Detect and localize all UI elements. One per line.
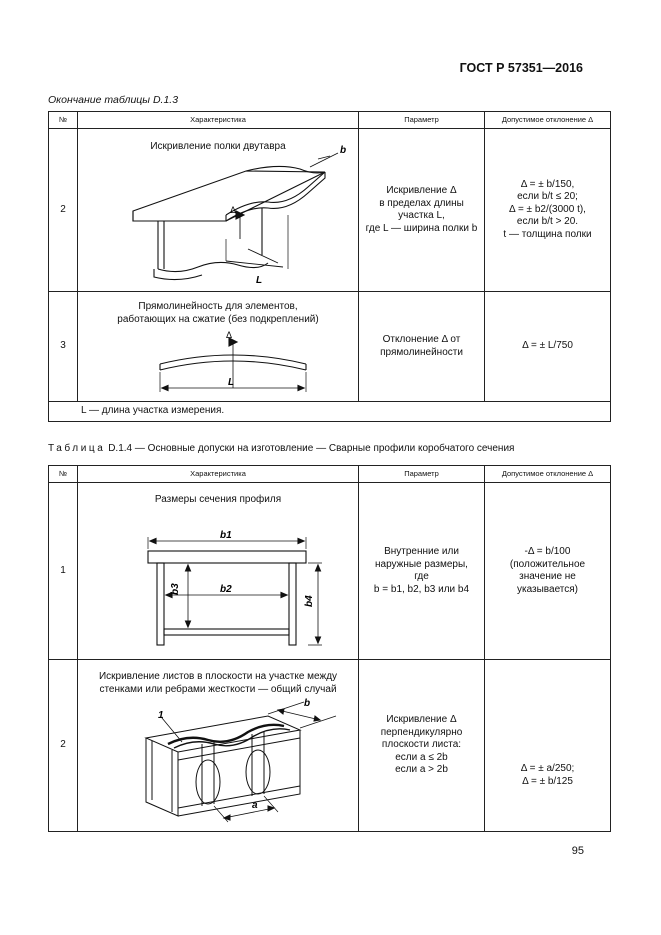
col-header-num: № [49, 466, 78, 483]
page-number: 95 [571, 845, 584, 857]
parameter-line: наружные размеры, [375, 558, 468, 570]
col-header-num: № [49, 112, 78, 129]
deviation-line: Δ = ± b/125 [522, 775, 573, 787]
parameter-line: если a > 2b [395, 764, 448, 776]
parameter-line: Отклонение Δ от [382, 334, 461, 345]
deviation-cell [485, 660, 611, 832]
deviation-cell [485, 292, 611, 402]
label-delta: Δ [226, 330, 233, 340]
label-a: a [252, 800, 258, 811]
deviation-line: значение не [519, 571, 576, 582]
box-section-drawing [78, 483, 359, 660]
label-b: b [340, 145, 347, 156]
label-L: L [256, 275, 263, 286]
table2-caption-text: D.1.4 — Основные допуски на изготовление — Сварные профили коробчатого сечения [108, 443, 515, 454]
parameter-line: Искривление Δ [386, 714, 457, 726]
label-b1: b1 [220, 530, 232, 541]
table1-header-row [49, 112, 611, 129]
deviation-line: (положительное [509, 558, 586, 570]
table-row [49, 129, 611, 292]
label-b4: b4 [304, 595, 315, 607]
parameter-cell [359, 292, 485, 402]
parameter-line: перпендикулярно [380, 726, 463, 738]
parameter-line: b = b1, b2, b3 или b4 [373, 583, 470, 595]
col-header-deviation: Допустимое отклонение Δ [485, 466, 611, 483]
col-header-characteristic: Характеристика [78, 466, 359, 483]
parameter-line: если a ≤ 2b [395, 751, 448, 763]
label-delta: Δ [230, 205, 237, 215]
table-row [49, 660, 611, 832]
label-b: b [304, 698, 311, 709]
characteristic-cell [78, 660, 359, 832]
characteristic-title-line: Прямолинейность для элементов, [138, 301, 298, 312]
col-header-parameter: Параметр [359, 466, 485, 483]
document-code: ГОСТ Р 57351—2016 [459, 61, 583, 75]
table2-header-row [49, 466, 611, 483]
table1 [48, 111, 611, 422]
parameter-line: участка L, [398, 210, 445, 221]
deviation-cell [485, 129, 611, 292]
parameter-cell [359, 129, 485, 292]
table1-note: L — длина участка измерения. [49, 402, 611, 422]
deviation-cell [485, 483, 611, 660]
parameter-line: Искривление Δ [386, 185, 457, 196]
label-b3: b3 [170, 583, 181, 595]
characteristic-title: Искривление полки двутавра [150, 141, 286, 152]
parameter-line: где L — ширина полки b [365, 222, 478, 234]
deviation-line: -Δ = b/100 [524, 546, 571, 557]
deviation-line: Δ = ± L/750 [522, 340, 573, 352]
label-1: 1 [158, 710, 164, 721]
table-row [49, 483, 611, 660]
characteristic-title: Размеры сечения профиля [154, 494, 282, 505]
label-L: L [228, 377, 235, 388]
parameter-line: в пределах длины [379, 197, 464, 209]
deviation-line: Δ = ± a/250; [520, 763, 575, 774]
col-header-deviation: Допустимое отклонение Δ [485, 112, 611, 129]
flange-curvature-drawing [78, 129, 359, 292]
row-number: 3 [49, 292, 78, 402]
characteristic-cell [78, 292, 359, 402]
characteristic-title-line: Искривление листов в плоскости на участке между [98, 671, 338, 682]
parameter-line: где [414, 571, 429, 582]
deviation-line: указывается) [516, 583, 579, 595]
label-b2: b2 [220, 584, 232, 595]
parameter-cell [359, 660, 485, 832]
row-number: 2 [49, 129, 78, 292]
deviation-line: если b/t ≤ 20; [517, 191, 578, 203]
deviation-line: Δ = ± b2/(3000 t), [509, 203, 586, 215]
parameter-line: прямолинейности [380, 346, 463, 358]
parameter-cell [359, 483, 485, 660]
table2 [48, 465, 611, 832]
parameter-line: плоскости листа: [381, 739, 462, 751]
deviation-line: Δ = ± b/150, [520, 178, 575, 190]
table2-caption-prefix: Таблица [48, 443, 106, 454]
row-number: 2 [49, 660, 78, 832]
table2-caption [48, 443, 514, 454]
table-row [49, 292, 611, 402]
characteristic-cell [78, 483, 359, 660]
deviation-line: t — толщина полки [503, 228, 592, 240]
col-header-parameter: Параметр [359, 112, 485, 129]
row-number: 1 [49, 483, 78, 660]
parameter-line: Внутренние или [384, 546, 459, 557]
table1-note-row [49, 402, 611, 422]
table1-caption: Окончание таблицы D.1.3 [48, 94, 179, 106]
deviation-line: если b/t > 20. [516, 216, 579, 228]
characteristic-title-line: стенками или ребрами жесткости — общий случай [99, 684, 337, 695]
characteristic-cell [78, 129, 359, 292]
characteristic-title-line: работающих на сжатие (без подкреплений) [117, 314, 319, 325]
plate-curvature-drawing [78, 660, 359, 832]
col-header-characteristic: Характеристика [78, 112, 359, 129]
straightness-drawing [78, 292, 359, 402]
